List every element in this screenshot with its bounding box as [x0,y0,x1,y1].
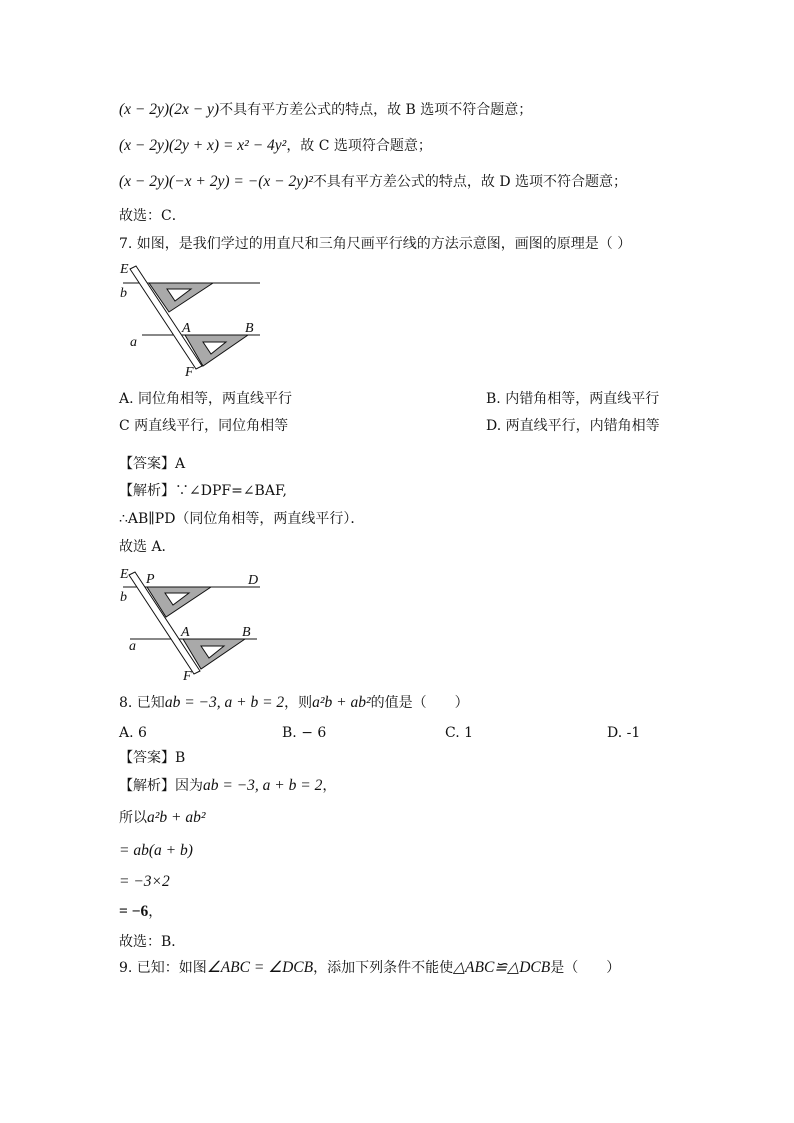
step-3-line [119,902,162,922]
stem-text: 9. 已知：如图 [119,960,207,976]
figure-ruler-triangle-2 [115,563,275,687]
label-a-point: A [181,625,190,640]
ruler [130,266,202,369]
solution-line-c [119,136,432,156]
label-b: b [120,286,127,301]
option-a: A. 6 [119,725,147,741]
option-d: D. 两直线平行，内错角相等 [486,418,660,434]
so-text: 所以 [119,810,147,826]
option-c: C. 1 [445,725,474,741]
analysis-text: ， [322,778,337,794]
analysis-7-line-1: 【解析】∵∠DPF=∠BAF, [119,483,287,499]
stem-text: 的值是（ ） [370,695,469,711]
answer-8: 【答案】B [119,750,186,766]
math-expression: a²b + ab² [147,809,206,826]
solution-text: ，故 C 选项符合题意； [286,138,432,154]
math-expression: △ABC≌△DCB [453,959,551,976]
solution-line-b [119,100,532,120]
label-a: a [130,335,137,350]
label-e: E [120,262,129,277]
label-e: E [120,567,129,582]
solution-text: 不具有平方差公式的特点，故 D 选项不符合题意； [312,174,628,190]
label-p: P [146,572,155,587]
choice-line: 故选：C． [119,208,186,224]
label-f: F [183,669,192,684]
stem-text: ，添加下列条件不能使 [313,960,454,976]
option-b: B. 内错角相等，两直线平行 [486,391,660,407]
option-c: C 两直线平行，同位角相等 [119,418,289,434]
question-7-stem: 7. 如图，是我们学过的用直尺和三角尺画平行线的方法示意图，画图的原理是（ ） [119,236,632,252]
step-text: ， [148,904,163,920]
math-expression: (x − 2y)(2y + x) = x² − 4y² [119,137,287,154]
question-9-stem [119,958,620,978]
math-expression: ab = −3, a + b = 2 [203,777,323,794]
math-expression: ∠ABC = ∠DCB [206,959,314,976]
stem-text: ，则 [284,695,313,711]
step-1: = ab(a + b) [119,842,193,859]
analysis-8-line [119,776,336,796]
label-b-point: B [242,625,251,640]
stem-text: 是（ ） [550,960,621,976]
label-b: b [120,590,127,605]
option-b: B. − 6 [282,725,327,741]
math-expression: (x − 2y)(2x − y) [119,101,220,118]
step-2: = −3×2 [119,873,170,890]
question-8-stem [119,693,469,713]
option-a: A. 同位角相等，两直线平行 [119,391,293,407]
option-d: D. -1 [607,725,641,741]
math-expression: = −6 [119,903,149,920]
analysis-text: 【解析】因为 [119,778,203,794]
stem-text: 8. 已知 [119,695,165,711]
label-a: a [129,639,136,654]
math-expression: ab = −3, a + b = 2 [164,694,285,711]
answer-7: 【答案】A [119,456,186,472]
so-line [119,808,206,828]
label-a-point: A [182,321,191,336]
choice-7: 故选 A． [119,539,176,555]
choice-8: 故选：B． [119,934,186,950]
solution-line-d [119,172,627,192]
analysis-7-line-2: ∴AB∥PD（同位角相等，两直线平行）． [119,511,365,527]
figure-ruler-triangle-1 [115,256,275,380]
math-expression: a²b + ab² [312,694,371,711]
math-expression: (x − 2y)(−x + 2y) = −(x − 2y)² [119,173,313,190]
label-b-point: B [245,321,254,336]
solution-text: 不具有平方差公式的特点，故 B 选项不符合题意； [219,102,533,118]
label-d: D [248,573,259,588]
label-f: F [185,365,194,380]
